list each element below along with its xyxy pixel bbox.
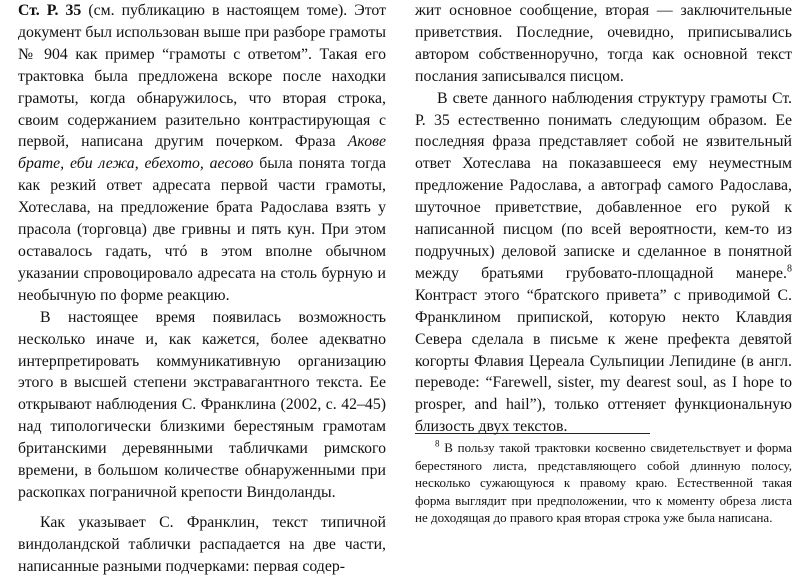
paragraph-interpretation: В настоящее время появилась возможность несколько иначе и, как кажется, более адекватно интерпретировать коммуникативную организацию этого в высшей степени экстравагантного текста. Ее открывают наблюдения С. Франклина (2002, с. 42–45) над типологически близкими берестяным грамотам британскими деревянными табличками римского времени, в большом количестве обнаруженными при раскопках пограничной крепости Виндоланды. xyxy=(18,308,386,501)
document-reference: Ст. Р. 35 xyxy=(18,2,82,19)
paragraph-text: (см. публикацию в настоящем томе). Этот документ был использован выше при разборе грамоты № 904 как пример “грамоты с ответом”. Такая его трактовка была предложена вскоре после находки грамоты, когда обнаружилось, что вторая строка, своим содержанием разительно контрастирующая с первой, написана другим почерком. Фраза xyxy=(18,2,387,151)
birchbark-quote: Акове брате, еби лежа, ебехото, аесово xyxy=(18,133,386,173)
footnote xyxy=(415,439,792,527)
paragraph-intro xyxy=(18,0,386,307)
paragraph-franklin: Как указывает С. Франклин, текст типичной виндоландской таблички распадается на две части, написанные разными подчерками: первая содер- xyxy=(18,513,386,575)
paragraph-text: ), только оттеняет функциональную близость двух текстов. xyxy=(415,396,792,436)
english-translation-quote: “Farewell, sister, my dearest soul, as I hope to prosper, and hail” xyxy=(415,374,793,414)
left-column xyxy=(18,0,386,578)
paragraph-structure xyxy=(415,88,792,439)
footnote-text: В пользу такой трактовки косвенно свидетельствует и форма берестяного листа, представляющего собой длинную полосу, несколько сужающуюся к правому краю. Естественной такая форма выглядит при предположении, что к моменту обреза листа не доходящая до правого края вторая строка уже была написана. xyxy=(415,440,792,526)
paragraph-text: В свете данного наблюдения структуру грамоты Ст. Р. 35 естественно понимать следующим образом. Ее последняя фраза представляет собой не язвительный ответ Хотеслава на показавшееся ему неуместным предложение Радослава, а автограф самого Радослава, шуточное приветствие, добавленное его рукой к написанной писцом (по всей вероятности, кем-то из подручных) деловой записке и сделанное в понятной между братьями грубовато-площадной манере. xyxy=(415,89,792,282)
footnote-separator xyxy=(415,433,650,434)
footnote-mark: 8 xyxy=(435,438,440,449)
paragraph-text: Контраст этого “братского привета” с приводимой С. Франклином припиской, которую некто Клавдия Севера сделала в письме к жене префекта девятой когорты Флавия Цереала Сульпиции Лепидине (в англ. переводе: xyxy=(415,286,792,392)
right-column xyxy=(415,0,792,438)
footnote-reference: 8 xyxy=(787,263,792,275)
paragraph-text: была понята тогда как резкий ответ адресата первой части грамоты, Хотеслава, на предложение брата Радослава взять у прасола (торговца) две гривны и пять кун. При этом оставалось гадать, чтó в этом вполне обычном указании спровоцировало адресата на столь бурную и необычную по форме реакцию. xyxy=(18,155,386,304)
paragraph-continuation: жит основное сообщение, вторая — заключительные приветствия. Последние, очевидно, приписывались автором собственноручно, тогда как основной текст послания записывался писцом. xyxy=(415,2,792,85)
